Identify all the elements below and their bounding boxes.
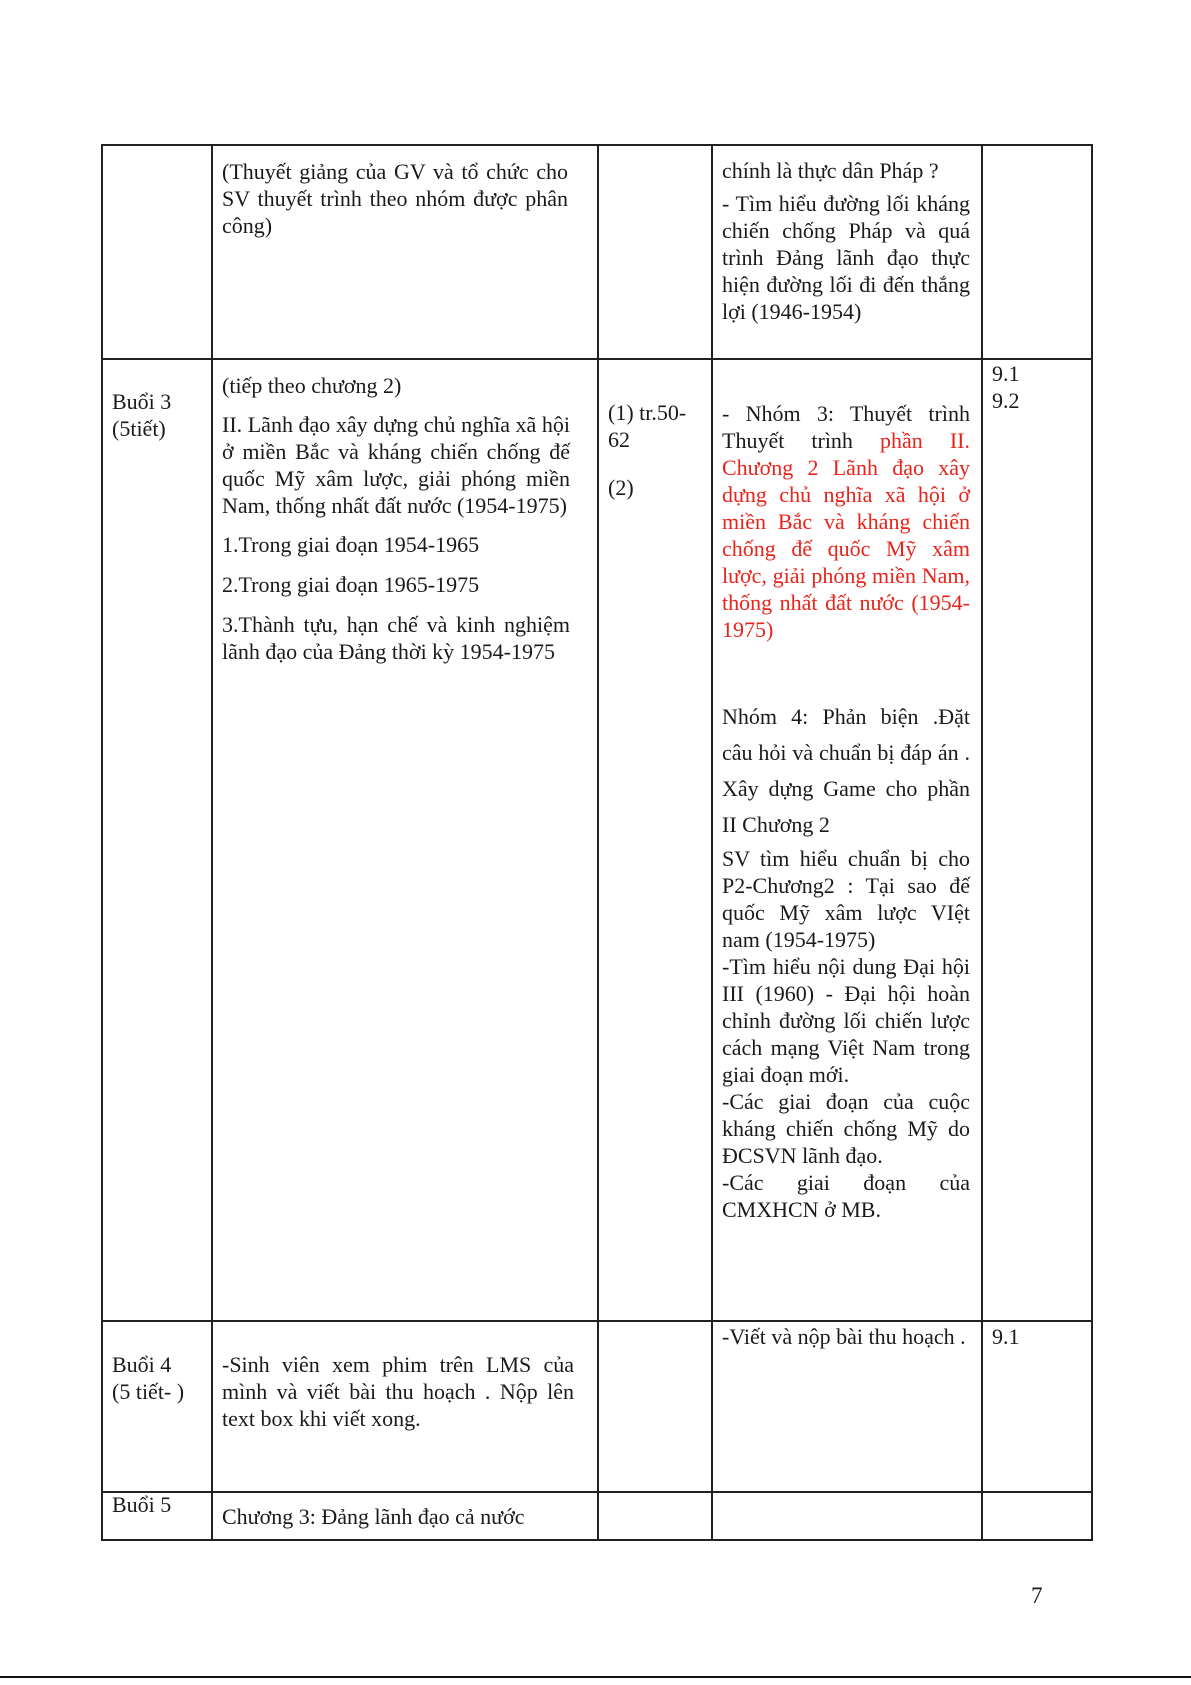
row2-materials-cell bbox=[608, 399, 698, 501]
session-periods: (5 tiết- ) bbox=[112, 1379, 185, 1404]
table-border bbox=[981, 144, 983, 1540]
row3-content-cell bbox=[222, 1351, 574, 1432]
row2-activities-cell bbox=[722, 400, 970, 1223]
row1-content-cell bbox=[222, 158, 568, 239]
prep-activity: -Tìm hiểu nội dung Đại hội III (1960) - Đại hội hoàn chỉnh đường lối chiến lược cách mạng Việt Nam trong giai đoạn mới. bbox=[722, 954, 970, 1087]
prep-activity: -Các giai đoạn của CMXHCN ở MB. bbox=[722, 1170, 970, 1222]
materials-line: (2) bbox=[608, 475, 634, 500]
row1-activity-2: - Tìm hiểu đường lối kháng chiến chống Pháp và quá trình Đảng lãnh đạo thực hiện đường lối đi đến thắng lợi (1946-1954) bbox=[722, 191, 970, 324]
group3-activity bbox=[722, 400, 970, 643]
materials-line: (1) tr.50-62 bbox=[608, 400, 687, 452]
group4-activity: Nhóm 4: Phản biện .Đặt câu hỏi và chuẩn bị đáp án . Xây dựng Game cho phần II Chương 2 bbox=[722, 704, 970, 837]
content-line: -Sinh viên xem phim trên LMS của mình và viết bài thu hoạch . Nộp lên text box khi viết xong. bbox=[222, 1352, 574, 1431]
prep-activity: SV tìm hiểu chuẩn bị cho P2-Chương2 : Tại sao đế quốc Mỹ xâm lược VIệt nam (1954-1975) bbox=[722, 846, 970, 952]
table-border bbox=[711, 144, 713, 1540]
row2-content-cell bbox=[222, 372, 570, 665]
table-border bbox=[101, 144, 103, 1540]
row1-activity-1: chính là thực dân Pháp ? bbox=[722, 158, 939, 183]
row3-session-cell bbox=[112, 1351, 207, 1405]
table-border bbox=[597, 144, 599, 1540]
session-label: Buổi 5 bbox=[112, 1492, 172, 1517]
group3-lead: - Nhóm 3: Thuyết trình Thuyết trình bbox=[722, 401, 970, 453]
content-line: Chương 3: Đảng lãnh đạo cả nước bbox=[222, 1504, 525, 1529]
session-periods: (5tiết) bbox=[112, 416, 166, 441]
footer-rule bbox=[0, 1676, 1191, 1678]
row3-activities-cell bbox=[722, 1323, 970, 1350]
row1-activities-cell bbox=[722, 157, 970, 325]
content-line: (tiếp theo chương 2) bbox=[222, 373, 402, 398]
content-line: 1.Trong giai đoạn 1954-1965 bbox=[222, 532, 480, 557]
row4-session-cell bbox=[112, 1491, 207, 1518]
outcome-code: 9.2 bbox=[992, 388, 1020, 413]
row3-outcomes-cell bbox=[992, 1323, 1082, 1350]
row4-content-cell bbox=[222, 1503, 574, 1530]
table-border bbox=[1091, 144, 1093, 1540]
row2-session-cell bbox=[112, 388, 207, 442]
page-number: 7 bbox=[1031, 1583, 1043, 1608]
table-border bbox=[101, 144, 1093, 146]
table-border bbox=[101, 1320, 1093, 1322]
outcome-code: 9.1 bbox=[992, 361, 1020, 386]
prep-activity: -Các giai đoạn của cuộc kháng chiến chống Mỹ do ĐCSVN lãnh đạo. bbox=[722, 1089, 970, 1168]
activity-line: -Viết và nộp bài thu hoạch . bbox=[722, 1324, 966, 1349]
session-label: Buổi 4 bbox=[112, 1352, 172, 1377]
row1-content-text: (Thuyết giảng của GV và tổ chức cho SV thuyết trình theo nhóm được phân công) bbox=[222, 159, 568, 238]
group3-topic: phần II. Chương 2 Lãnh đạo xây dựng chủ nghĩa xã hội ở miền Bắc và kháng chiến chống đế quốc Mỹ xâm lược, giải phóng miền Nam, thống nhất đất nước (1954-1975) bbox=[722, 428, 971, 642]
row2-outcomes-cell bbox=[992, 360, 1082, 414]
table-border bbox=[211, 144, 213, 1540]
outcome-code: 9.1 bbox=[992, 1324, 1020, 1349]
content-line: II. Lãnh đạo xây dựng chủ nghĩa xã hội ở miền Bắc và kháng chiến chống đế quốc Mỹ xâm lược, giải phóng miền Nam, thống nhất đất nước (1954-1975) bbox=[222, 412, 570, 518]
content-line: 2.Trong giai đoạn 1965-1975 bbox=[222, 572, 480, 597]
table-border bbox=[101, 1539, 1093, 1541]
content-line: 3.Thành tựu, hạn chế và kinh nghiệm lãnh đạo của Đảng thời kỳ 1954-1975 bbox=[222, 612, 570, 664]
table-border bbox=[101, 1491, 1093, 1493]
table-border bbox=[101, 358, 1093, 360]
session-label: Buổi 3 bbox=[112, 389, 172, 414]
